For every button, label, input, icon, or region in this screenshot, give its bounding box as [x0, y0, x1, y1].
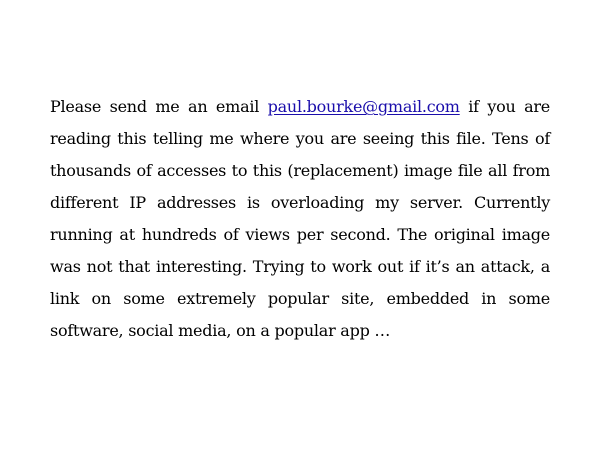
- notice-paragraph: [50, 91, 550, 347]
- notice-text-rest: if you are reading this telling me where you are seeing this file. Tens of thousands of accesses to this (replacement) image file all from different IP addresses is overloading my server. Currently running at hundreds of views per second. The original image was not that interesting. Trying to work out if it’s an attack, a link on some extremely popular site, embedded in some software, social media, on a popular app …: [50, 97, 551, 340]
- email-link[interactable]: paul.bourke@gmail.com: [267, 97, 460, 116]
- notice-text-start: Please send me an email: [50, 97, 268, 116]
